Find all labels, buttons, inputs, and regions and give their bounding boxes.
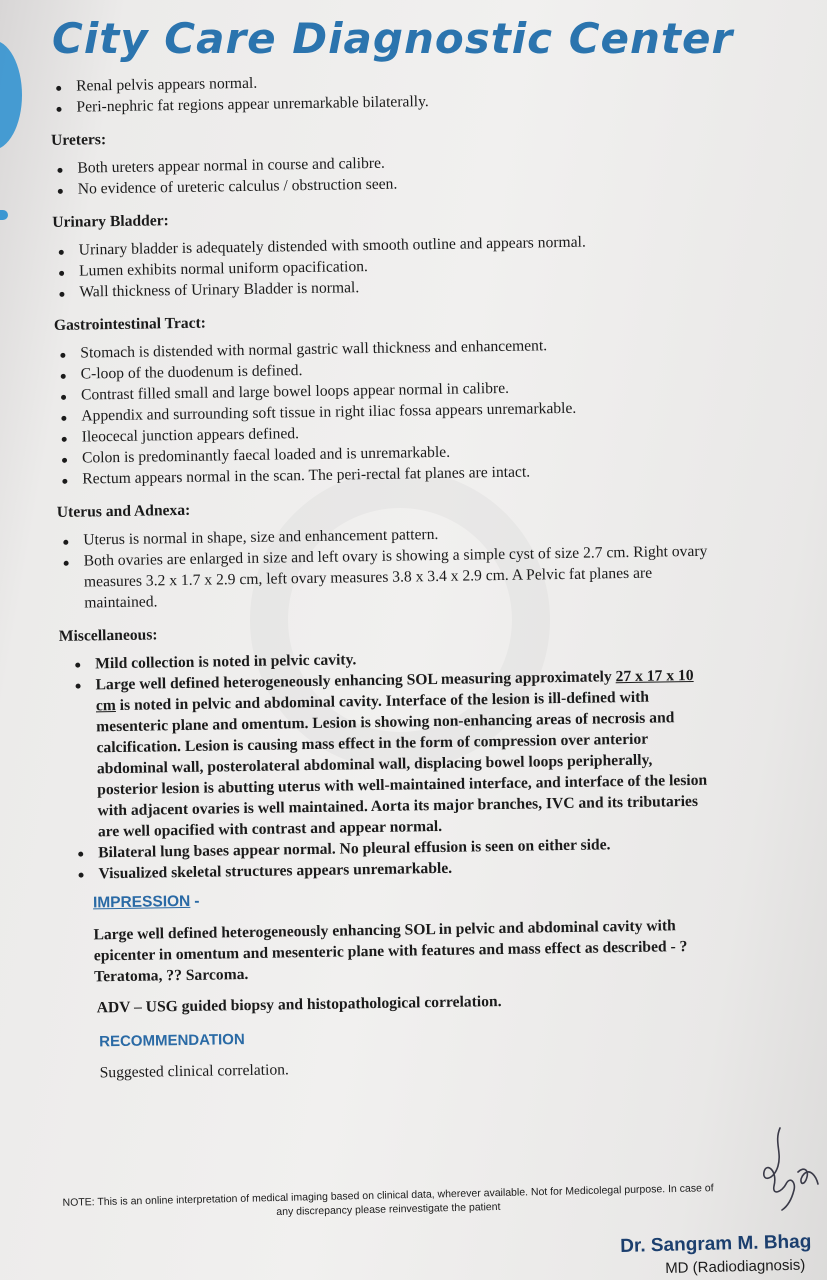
impression-dash: - bbox=[194, 892, 200, 910]
list-item: Lumen exhibits normal uniform opacification. bbox=[53, 251, 703, 282]
center-title: City Care Diagnostic Center bbox=[52, 14, 734, 63]
kidneys-list bbox=[50, 66, 701, 118]
list-item: Mild collection is noted in pelvic cavity. bbox=[69, 644, 709, 675]
list-item: Both ovaries are enlarged in size and left ovary is showing a simple cyst of size 2.7 cm. Right ovary measures 3.2 x 1.7 x 2.9 cm, left ovary measures 3.8 x 3.4 x 2.9 cm. A Pelvic fat planes are maintained. bbox=[57, 541, 708, 614]
list-item: Visualized skeletal structures appears unremarkable. bbox=[72, 854, 712, 885]
list-item: Wall thickness of Urinary Bladder is normal. bbox=[53, 272, 703, 303]
list-item: Bilateral lung bases appear normal. No pleural effusion is seen on either side. bbox=[72, 833, 712, 864]
impression-title: IMPRESSION bbox=[92, 892, 191, 912]
logo-arc-decoration bbox=[0, 40, 22, 150]
recommendation-heading: RECOMMENDATION bbox=[99, 1031, 245, 1051]
list-item: Appendix and surrounding soft tissue in right iliac fossa appears unremarkable. bbox=[55, 396, 705, 427]
list-item: Urinary bladder is adequately distended with smooth outline and appears normal. bbox=[53, 230, 703, 261]
ureters-list bbox=[51, 148, 702, 200]
list-item: Renal pelvis appears normal. bbox=[50, 66, 700, 97]
impression-heading bbox=[93, 885, 713, 913]
lesion-text-a: Large well defined heterogeneously enhancing SOL measuring approximately bbox=[95, 668, 616, 694]
list-item: C-loop of the duodenum is defined. bbox=[55, 354, 705, 385]
doctor-degree: MD (Radiodiagnosis) bbox=[665, 1256, 806, 1277]
list-item: Contrast filled small and large bowel loops appear normal in calibre. bbox=[55, 375, 705, 406]
section-title-uterus-adnexa: Uterus and Adnexa: bbox=[56, 501, 191, 521]
section-title-urinary-bladder: Urinary Bladder: bbox=[52, 212, 169, 231]
section-title-ureters: Ureters: bbox=[50, 131, 107, 149]
section-title-miscellaneous: Miscellaneous: bbox=[58, 626, 158, 645]
misc-list bbox=[69, 644, 713, 885]
list-item: Stomach is distended with normal gastric wall thickness and enhancement. bbox=[54, 333, 704, 364]
edge-decoration bbox=[0, 210, 8, 220]
list-item: Both ureters appear normal in course and calibre. bbox=[51, 148, 701, 179]
list-item: Uterus is normal in shape, size and enhancement pattern. bbox=[57, 520, 707, 551]
list-item: Colon is predominantly faecal loaded and is unremarkable. bbox=[56, 438, 706, 469]
uterus-list bbox=[57, 520, 708, 614]
lesion-measurement: 27 x 17 x 10 cm bbox=[95, 666, 694, 715]
signature-icon bbox=[752, 1122, 822, 1212]
list-item: Ileocecal junction appears defined. bbox=[56, 417, 706, 448]
advice-text: ADV – USG guided biopsy and histopathological correlation. bbox=[96, 993, 502, 1017]
disclaimer-note: NOTE: This is an online interpretation of medical imaging based on clinical data, wherever available. Not for Medicolegal purpose. In case of any discrepancy please reinvestigate the patient bbox=[62, 1182, 714, 1219]
list-item-lesion bbox=[69, 665, 712, 843]
list-item: No evidence of ureteric calculus / obstruction seen. bbox=[52, 169, 702, 200]
gi-list bbox=[54, 333, 706, 490]
list-item: Rectum appears normal in the scan. The peri-rectal fat planes are intact. bbox=[56, 459, 706, 490]
bladder-list bbox=[53, 230, 704, 303]
doctor-name: Dr. Sangram M. Bhag bbox=[620, 1231, 812, 1257]
impression-text: Large well defined heterogeneously enhancing SOL in pelvic and abdominal cavity with epicenter in omentum and mesenteric plane with features and mass effect as described - ? Teratoma, ?? Sarcoma. bbox=[93, 917, 688, 986]
lesion-text-b: is noted in pelvic and abdominal cavity. Interface of the lesion is ill-defined with mesenteric plane and omentum. Lesion is showing non-enhancing areas of necrosis and calcification. Lesion is causing mass effect in the form of compression over anterior abdominal wall, posterolateral abdominal wall, displacing bowel loops peripherally, posterior lesion is abutting uterus with well-maintained interface, and interface of the lesion with adjacent ovaries is well maintained. Aorta its major branches, IVC and its tributaries are well opacified with contrast and appear normal. bbox=[96, 688, 708, 841]
section-title-gi-tract: Gastrointestinal Tract: bbox=[53, 314, 207, 334]
report-body bbox=[50, 66, 716, 1083]
recommendation-text: Suggested clinical correlation. bbox=[99, 1061, 290, 1082]
list-item: Peri-nephric fat regions appear unremarkable bilaterally. bbox=[50, 87, 700, 118]
